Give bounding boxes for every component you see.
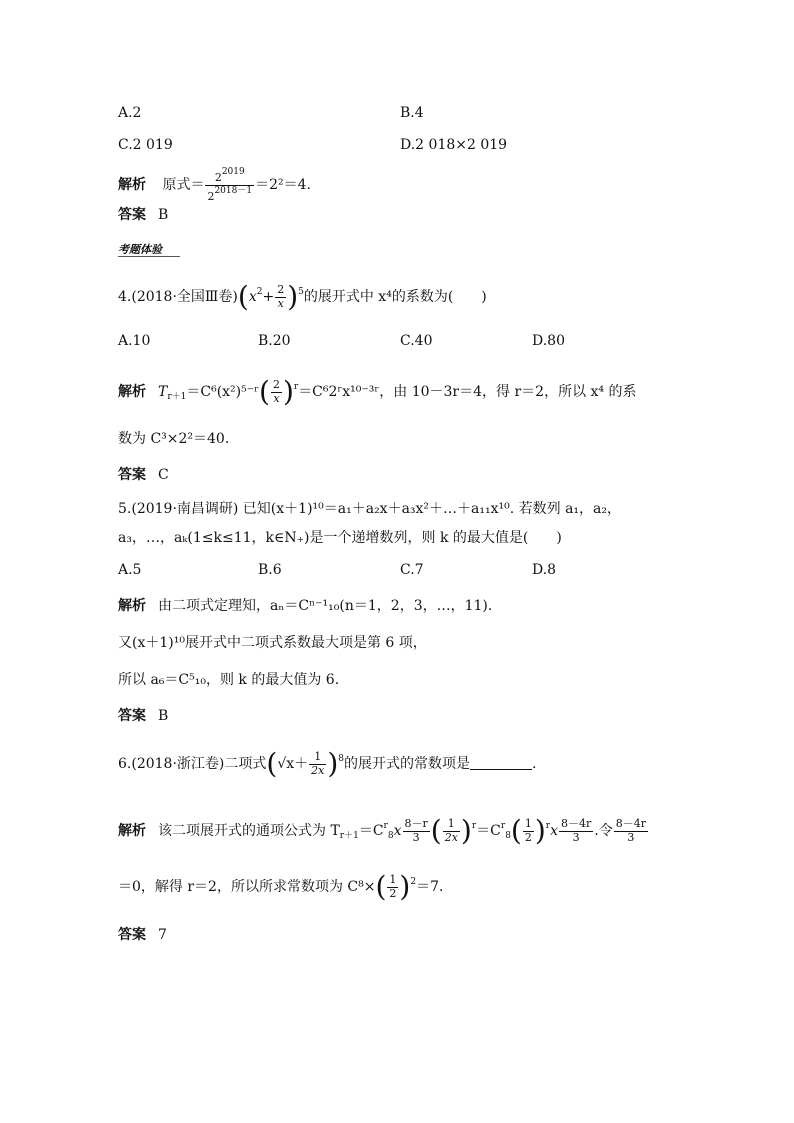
- q3-option-a: A.2: [118, 105, 142, 121]
- q4-answer: [118, 468, 169, 482]
- q5-answer-value: B: [158, 708, 169, 724]
- q5-analysis-line1: 解析 由二项式定理知，aₙ＝Cⁿ⁻¹₁₀(n＝1，2，3，…，11).: [118, 598, 493, 614]
- q6-analysis-line2: ＝0，解得 r＝2，所以所求常数项为 C⁸×( $\frac{1}{2}$ )$^2$＝7.: [118, 870, 444, 903]
- q4-analysis-line2: 数为 C³×2²＝40.: [118, 431, 230, 447]
- answer-label: 答案: [118, 927, 146, 943]
- q5-analysis-line2: 又(x＋1)¹⁰展开式中二项式系数最大项是第 6 项，: [118, 635, 427, 651]
- q3-option-b: B.4: [400, 105, 424, 121]
- analysis-label: 解析: [118, 823, 146, 839]
- q5-stem-line1: 5.(2019·南昌调研) 已知(x＋1)¹⁰＝a₁＋a₂x＋a₃x²＋…＋a₁₁x¹⁰. 若数列 a₁，a₂，: [118, 501, 622, 517]
- analysis-label: 解析: [118, 177, 146, 194]
- answer-label: 答案: [118, 708, 146, 724]
- section-title-bar: [118, 241, 162, 258]
- q4-analysis-line1: 解析 $T_{r+1}=C^6(x^2)^{5-}ʳ$( $\frac{2}{x}$ )$^r$＝C⁶2ʳx¹⁰⁻³ʳ，由 10－3r＝4，得 r＝2，所以 x⁴ 的系: [118, 375, 637, 408]
- analysis-label: 解析: [118, 598, 146, 614]
- q5-option-a: A.5: [118, 562, 142, 578]
- q5-answer: [118, 709, 168, 723]
- q6-analysis-line1: 解析 该二项展开式的通项公式为 $T_{r+1}=C^r_8x$ $\frac{8-r}{3}$ ( $\frac{1}{2x}$ )$^r=C^r_8$( $\frac{1}{2}$ )$^r$x $\frac{8-4r}{3}$ .令 $\frac{8-4r}{3}$: [118, 814, 646, 847]
- q4-option-c: C.40: [400, 333, 433, 349]
- q4-answer-value: C: [158, 467, 169, 483]
- q5-analysis-line3: 所以 a₆＝C⁵₁₀，则 k 的最大值为 6.: [118, 672, 340, 688]
- q5-option-b: B.6: [258, 562, 282, 578]
- section-title: 考题体验: [118, 243, 162, 256]
- q5-stem-line2: a₃，…，aₖ(1≤k≤11，k∈N₊)是一个递增数列，则 k 的最大值是( ): [118, 530, 562, 546]
- analysis-label: 解析: [118, 384, 146, 400]
- q3-analysis-tail: ＝2²＝4.: [255, 177, 311, 194]
- q4-option-a: A.10: [118, 333, 151, 349]
- q3-answer: [118, 208, 168, 222]
- q5-option-c: C.7: [400, 562, 424, 578]
- q6-answer: [118, 928, 167, 942]
- q3-fraction: $\frac{2^{2019}}{2^{2018-1}}$: [207, 167, 253, 203]
- q4-stem: 4.(2018·全国Ⅲ卷)($x^2+$ $\frac{2}{x}$ )$^5$的展开式中 x⁴的系数为( ): [118, 280, 487, 313]
- answer-label: 答案: [118, 207, 146, 223]
- q3-analysis-text: 原式＝: [162, 177, 205, 194]
- answer-label: 答案: [118, 467, 146, 483]
- q3-analysis: [118, 167, 311, 203]
- q4-option-d: D.80: [532, 333, 565, 349]
- q3-answer-value: B: [158, 207, 169, 223]
- q6-answer-value: 7: [158, 927, 167, 943]
- q4-fraction: $\frac{2}{x}$: [277, 282, 285, 310]
- q6-stem: 6.(2018·浙江卷)二项式(√x＋ $\frac{1}{2x}$ )$^8$的展开式的常数项是 .: [118, 747, 537, 780]
- q4-option-b: B.20: [258, 333, 291, 349]
- q5-option-d: D.8: [532, 562, 557, 578]
- q6-answer-blank: [470, 756, 532, 770]
- q6-fraction: $\frac{1}{2x}$: [311, 749, 325, 777]
- q3-option-d: D.2 018×2 019: [400, 137, 508, 153]
- q3-option-c: C.2 019: [118, 137, 173, 153]
- section-divider: [118, 256, 181, 257]
